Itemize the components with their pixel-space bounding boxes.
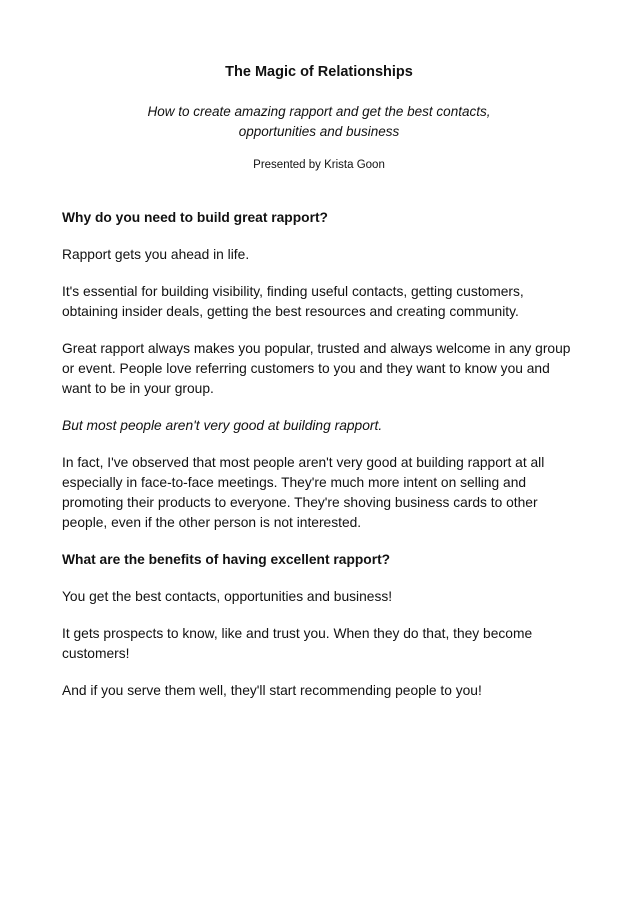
- presenter-line: Presented by Krista Goon: [253, 159, 385, 171]
- paragraph-prospects-trust: It gets prospects to know, like and trust you. When they do that, they become customers!: [62, 626, 533, 661]
- paragraph-great-rapport: Great rapport always makes you popular, trusted and always welcome in any group or event. People love referring customers to you and they want to know you and want to be in your group.: [62, 341, 571, 396]
- document-title: The Magic of Relationships: [225, 64, 413, 80]
- section-heading-benefits: What are the benefits of having excellent rapport?: [62, 552, 391, 567]
- paragraph-best-contacts: You get the best contacts, opportunities and business!: [62, 589, 393, 604]
- paragraph-in-fact: In fact, I've observed that most people aren't very good at building rapport at all especially in face-to-face meetings. They're much more intent on selling and promoting their products to everyone. They're shoving business cards to other people, even if the other person is not interested.: [62, 455, 545, 530]
- paragraph-serve-well: And if you serve them well, they'll start recommending people to you!: [62, 683, 482, 698]
- paragraph-most-people: But most people aren't very good at building rapport.: [62, 418, 383, 433]
- document-subtitle: How to create amazing rapport and get the best contacts, opportunities and business: [147, 104, 491, 139]
- section-heading-why: Why do you need to build great rapport?: [62, 210, 328, 225]
- paragraph-rapport-ahead: Rapport gets you ahead in life.: [62, 247, 250, 262]
- document-body: [62, 208, 574, 718]
- paragraph-essential: It's essential for building visibility, finding useful contacts, getting customers, obtaining insider deals, getting the best resources and creating community.: [62, 284, 524, 319]
